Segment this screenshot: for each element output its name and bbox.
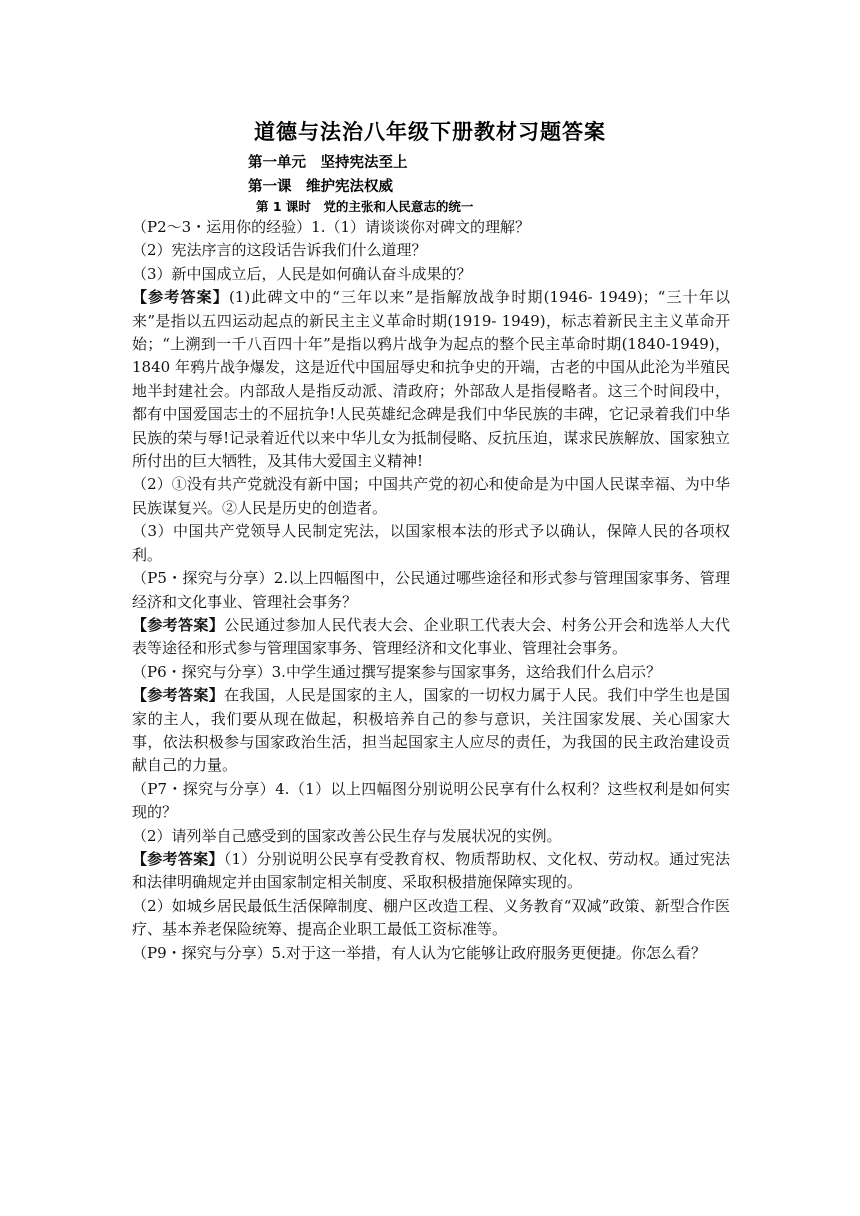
question-paragraph: （P7・探究与分享）4.（1）以上四幅图分别说明公民享有什么权利？这些权利是如何实现的？ (132, 779, 730, 822)
answer-paragraph: （3）中国共产党领导人民制定宪法，以国家根本法的形式予以确认，保障人民的各项权利。 (132, 522, 730, 564)
answer-paragraph: 【参考答案】（1）分别说明公民享有受教育权、物质帮助权、文化权、劳动权。通过宪法和法律明确规定并由国家制定相关制度、采取积极措施保障实现的。 (132, 849, 730, 892)
question-paragraph: （P9・探究与分享）5.对于这一举措，有人认为它能够让政府服务更便捷。你怎么看？ (132, 943, 706, 962)
answer-paragraph: 【参考答案】公民通过参加人民代表大会、企业职工代表大会、村务公开会和选举人大代表等途径和形式参与管理国家事务、管理经济和文化事业、管理社会事务。 (132, 615, 730, 658)
document-title: 道德与法治八年级下册教材习题答案 (254, 120, 606, 144)
answer-tag: 【参考答案】 (132, 686, 225, 705)
answer-tag: 【参考答案】 (132, 288, 229, 307)
unit-heading: 第一单元 坚持宪法至上 (248, 155, 408, 171)
answer-paragraph: （2）如城乡居民最低生活保障制度、棚户区改造工程、义务教育“双减”政策、新型合作医疗、基本养老保险统筹、提高企业职工最低工资标准等。 (132, 896, 730, 939)
question-paragraph: （P5・探究与分享）2.以上四幅图中，公民通过哪些途径和形式参与管理国家事务、管理经济和文化事业、管理社会事务？ (132, 569, 730, 611)
question-paragraph: （P6・探究与分享）3.中学生通过撰写提案参与国家事务，这给我们什么启示？ (132, 662, 661, 681)
answer-tag: 【参考答案】 (132, 615, 225, 634)
answer-paragraph: （2）①没有共产党就没有新中国；中国共产党的初心和使命是为中国人民谋幸福、为中华民族谋复兴。②人民是历史的创造者。 (132, 475, 730, 517)
answer-tag: 【参考答案】 (132, 849, 224, 868)
question-paragraph: （2）宪法序言的这段话告诉我们什么道理？ (132, 241, 427, 260)
section-heading: 第 1 课时 党的主张和人民意志的统一 (256, 199, 474, 214)
lesson-heading: 第一课 维护宪法权威 (248, 179, 393, 195)
question-paragraph: （3）新中国成立后，人民是如何确认奋斗成果的？ (132, 264, 472, 283)
question-paragraph: （2）请列举自己感受到的国家改善公民生存与发展状况的实例。 (132, 826, 562, 845)
answer-paragraph: 【参考答案】(1)此碑文中的“三年以来”是指解放战争时期(1946- 1949)；“三十年以来”是指以五四运动起点的新民主主义革命时期(1919- 1949)，标志着新民主主义革命开始；“上溯到一千八百四十年”是指以鸦片战争为起点的整个民主革命时期(1840-1949)，1840 年鸦片战争爆发，这是近代中国屈辱史和抗争史的开端，古老的中国从此沦为半殖民地半封建社会。内部敌人是指反动派、清政府；外部敌人是指侵略者。这三个时间段中，都有中国爱国志士的不屈抗争!人民英雄纪念碑是我们中华民族的丰碑，它记录着我们中华民族的荣与辱!记录着近代以来中华儿女为抵制侵略、反抗压迫，谋求民族解放、国家独立所付出的巨大牺牲，及其伟大爱国主义精神! (132, 288, 730, 471)
answer-paragraph: 【参考答案】在我国，人民是国家的主人，国家的一切权力属于人民。我们中学生也是国家的主人，我们要从现在做起，积极培养自己的参与意识，关注国家发展、关心国家大事，依法积极参与国家政治生活，担当起国家主人应尽的责任，为我国的民主政治建设贡献自己的力量。 (132, 686, 730, 775)
question-paragraph: （P2～3・运用你的经验）1.（1）请谈谈你对碑文的理解？ (132, 218, 531, 236)
document-body (132, 216, 730, 965)
